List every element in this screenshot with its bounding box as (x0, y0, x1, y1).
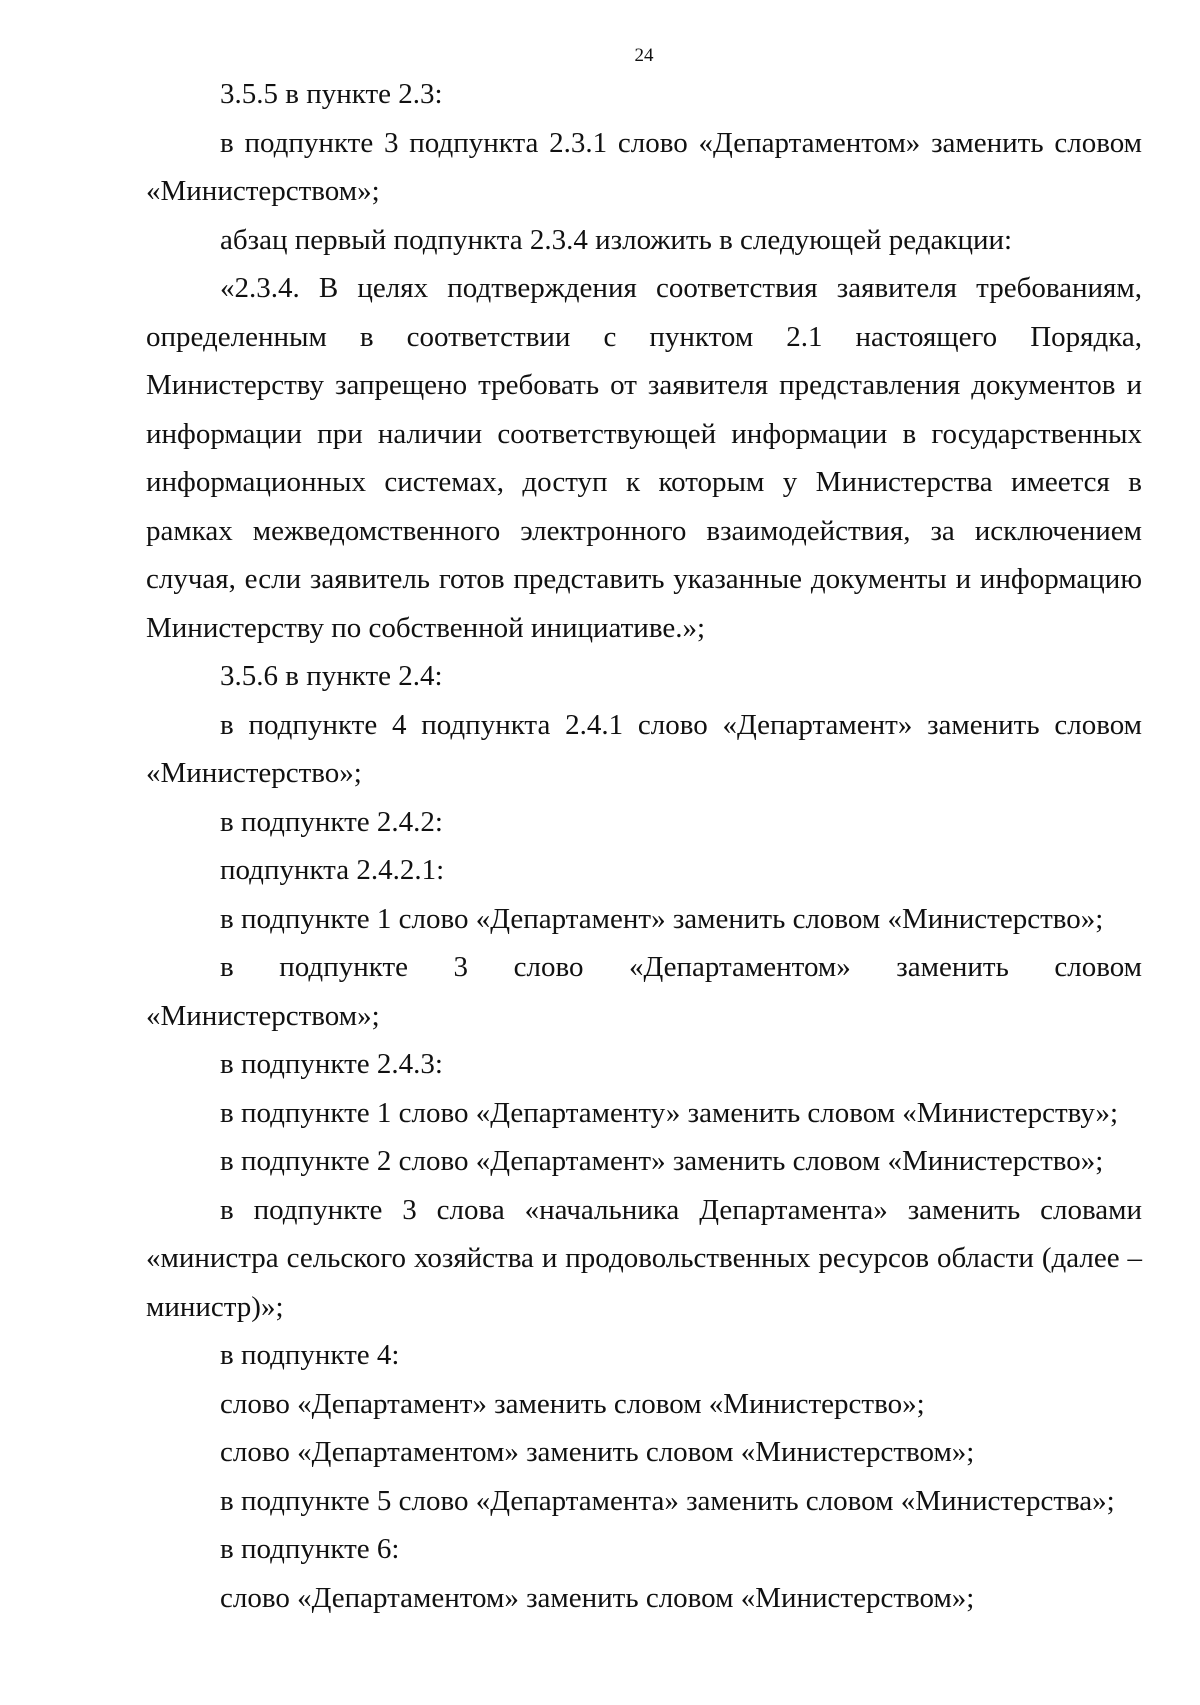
paragraph-3-5-6-heading: 3.5.6 в пункте 2.4: (220, 660, 443, 692)
paragraph-2-4-3-item-1: в подпункте 1 слово «Департаменту» заменить словом «Министерству»; (220, 1096, 1119, 1129)
paragraph-2-4-2-1-item-1: в подпункте 1 слово «Департамент» заменить словом «Министерство»; (220, 902, 1104, 935)
paragraph-2-4-2-1-item-3: в подпункте 3 слово «Департаментом» заменить словом «Министерством»; (146, 951, 1142, 1032)
paragraph-2-3-1-amendment: в подпункте 3 подпункта 2.3.1 слово «Департаментом» заменить словом «Министерством»; (146, 126, 1142, 207)
paragraph-2-4-3-item-4-heading: в подпункте 4: (220, 1339, 400, 1371)
paragraph-2-4-1-amendment: в подпункте 4 подпункта 2.4.1 слово «Департамент» заменить словом «Министерство»; (146, 708, 1142, 789)
paragraph-2-3-4-new-text: «2.3.4. В целях подтверждения соответствия заявителя требованиям, определенным в соответствии с пунктом 2.1 настоящего Порядка, Министерству запрещено требовать от заявителя представления документов и информации при наличии соответствующей информации в государственных информационных системах, доступ к которым у Министерства имеется в рамках межведомственного электронного взаимодействия, за исключением случая, если заявитель готов представить указанные документы и информацию Министерству по собственной инициативе.»; (146, 272, 1142, 644)
paragraph-2-4-3-item-3: в подпункте 3 слова «начальника Департамента» заменить словами «министра сельского хозяйства и продовольственных ресурсов области (далее – министр)»; (146, 1193, 1142, 1323)
paragraph-2-4-2-heading: в подпункте 2.4.2: (220, 805, 443, 838)
paragraph-2-4-3-item-5: в подпункте 5 слово «Департамента» заменить словом «Министерства»; (220, 1484, 1115, 1517)
paragraph-2-4-3-item-4-a: слово «Департамент» заменить словом «Министерство»; (220, 1387, 925, 1420)
document-body (146, 70, 1142, 1622)
paragraph-2-4-3-item-2: в подпункте 2 слово «Департамент» заменить словом «Министерство»; (220, 1145, 1104, 1177)
paragraph-2-4-3-item-6-heading: в подпункте 6: (220, 1533, 400, 1565)
paragraph-2-4-3-item-4-b: слово «Департаментом» заменить словом «Министерством»; (220, 1436, 975, 1468)
paragraph-2-4-2-1-heading: подпункта 2.4.2.1: (220, 854, 445, 886)
paragraph-2-4-3-item-6-a: слово «Департаментом» заменить словом «Министерством»; (220, 1581, 975, 1614)
paragraph-2-3-4-intro: абзац первый подпункта 2.3.4 изложить в следующей редакции: (220, 223, 1013, 256)
page-number: 24 (634, 45, 654, 66)
paragraph-2-4-3-heading: в подпункте 2.4.3: (220, 1048, 443, 1080)
paragraph-3-5-5-heading: 3.5.5 в пункте 2.3: (220, 78, 443, 110)
